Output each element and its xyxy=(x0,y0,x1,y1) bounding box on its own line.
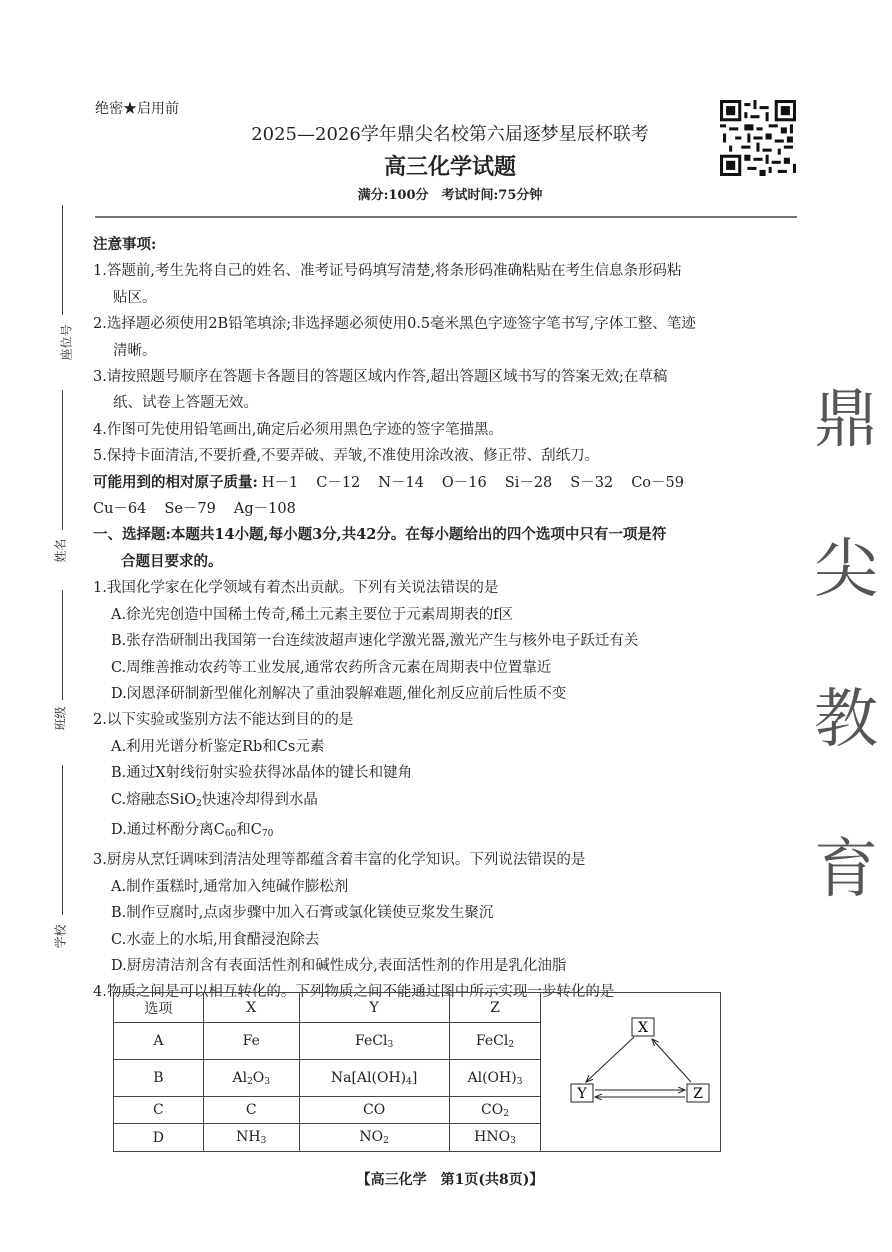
notice-item: 1.答题前,考生先将自己的姓名、准考证号码填写清楚,将条形码准确粘贴在考生信息条形码粘 xyxy=(93,263,682,280)
school-label: 学校 xyxy=(53,924,68,949)
option-d: D.闵恩泽研制新型催化剂解决了重油裂解难题,催化剂反应前后性质不变 xyxy=(111,685,567,702)
class-label: 班级 xyxy=(53,706,68,731)
option-c: C.水壶上的水垢,用食醋浸泡除去 xyxy=(111,931,320,948)
notice-item: 2.选择题必须使用2B铅笔填涂;非选择题必须使用0.5毫米黑色字迹签字笔书写,字体工整、笔迹 xyxy=(93,316,696,333)
binding-line xyxy=(62,205,63,315)
arrow-x-to-y xyxy=(586,1037,634,1082)
section-title: 一、选择题:本题共14小题,每小题3分,共42分。在每小题给出的四个选项中只有一项是符 xyxy=(93,526,667,544)
table-cell: $Al_2O_3$ xyxy=(203,1060,299,1097)
binding-line xyxy=(62,765,63,915)
option-c: C.周维善推动农药等工业发展,通常农药所含元素在周期表中位置靠近 xyxy=(111,659,552,676)
qr-code-icon xyxy=(720,100,796,176)
atomic-mass: Ag－108 xyxy=(233,501,296,518)
watermark-char: 鼎 xyxy=(814,383,878,457)
atomic-mass: Cu－64 xyxy=(93,501,147,518)
atomic-mass: Si－28 xyxy=(504,474,553,491)
name-label: 姓名 xyxy=(53,538,68,563)
subject-title: 高三化学试题 xyxy=(383,154,516,180)
binding-line xyxy=(62,390,63,530)
watermark-char: 育 xyxy=(814,833,878,907)
table-cell: $Al(OH)_3$ xyxy=(449,1060,541,1097)
option-a: A.徐光宪创造中国稀土传奇,稀土元素主要位于元素周期表的f区 xyxy=(111,606,514,623)
secret-label: 绝密★启用前 xyxy=(95,101,179,117)
notice-item: 贴区。 xyxy=(113,289,157,306)
node-y-label: Y xyxy=(577,1086,587,1102)
option-b: B.制作豆腐时,点卤步骤中加入石膏或氯化镁使豆浆发生聚沉 xyxy=(111,905,494,922)
table-cell: $NO_2$ xyxy=(299,1124,449,1152)
xyz-conversion-diagram xyxy=(541,993,721,1151)
page-footer: 【高三化学 第1页(共8页)】 xyxy=(356,1172,544,1188)
table-cell: FeCl$_3$ xyxy=(299,1023,449,1060)
notice-item: 3.请按照题号顺序在答题卡各题目的答题区域内作答,超出答题区域书写的答案无效;在草稿 xyxy=(93,369,668,386)
exam-content xyxy=(93,232,805,1006)
option-c: C.熔融态SiO$_2$快速冷却得到水晶 xyxy=(111,791,318,809)
option-d: D.厨房清洁剂含有表面活性剂和碱性成分,表面活性剂的作用是乳化油脂 xyxy=(111,957,567,974)
table-header: X xyxy=(203,993,299,1023)
table-header: Z xyxy=(449,993,541,1023)
table-header: 选项 xyxy=(114,993,204,1023)
table-cell: $HNO_3$ xyxy=(449,1124,541,1152)
node-z-label: Z xyxy=(693,1086,703,1102)
question-stem: 3.厨房从烹饪调味到清洁处理等都蕴含着丰富的化学知识。下列说法错误的是 xyxy=(93,852,586,869)
binding-line xyxy=(62,590,63,700)
node-x-label: X xyxy=(638,1020,648,1036)
table-cell: $Na[Al(OH)_4]$ xyxy=(299,1060,449,1097)
atomic-mass: Se－79 xyxy=(164,501,216,518)
section-title: 合题目要求的。 xyxy=(121,552,223,570)
watermark-char: 教 xyxy=(814,683,878,757)
atomic-mass-line xyxy=(93,496,805,522)
table-cell: C xyxy=(114,1097,204,1124)
table-cell: CO xyxy=(299,1097,449,1124)
table-cell: A xyxy=(114,1023,204,1060)
arrow-z-to-x xyxy=(652,1039,691,1082)
header-divider xyxy=(95,216,797,218)
atomic-mass-label: 可能用到的相对原子质量: xyxy=(93,473,258,491)
option-b: B.通过X射线衍射实验获得冰晶体的键长和键角 xyxy=(111,765,413,782)
table-cell: $CO_2$ xyxy=(449,1097,541,1124)
score-time: 满分:100分 考试时间:75分钟 xyxy=(357,188,543,203)
exam-title: 2025—2026学年鼎尖名校第六届逐梦星辰杯联考 xyxy=(251,124,649,145)
table-cell: $NH_3$ xyxy=(203,1124,299,1152)
option-a: A.制作蛋糕时,通常加入纯碱作膨松剂 xyxy=(111,878,349,895)
notice-heading: 注意事项: xyxy=(93,236,157,253)
atomic-mass-line xyxy=(93,470,805,496)
atomic-mass: N－14 xyxy=(378,474,424,491)
option-a: A.利用光谱分析鉴定Rb和Cs元素 xyxy=(111,738,325,755)
watermark-char: 尖 xyxy=(814,533,878,607)
atomic-mass: O－16 xyxy=(441,474,487,491)
atomic-mass: Co－59 xyxy=(631,474,684,491)
table-header: Y xyxy=(299,993,449,1023)
atomic-mass: H－1 xyxy=(261,474,299,491)
notice-item: 清晰。 xyxy=(113,342,157,359)
notice-item: 纸、试卷上答题无效。 xyxy=(113,395,258,412)
notice-item: 5.保持卡面清洁,不要折叠,不要弄破、弄皱,不准使用涂改液、修正带、刮纸刀。 xyxy=(93,448,600,465)
table-cell: D xyxy=(114,1124,204,1152)
table-cell: FeCl$_2$ xyxy=(449,1023,541,1060)
question-stem: 2.以下实验或鉴别方法不能达到目的的是 xyxy=(93,712,354,729)
atomic-mass: C－12 xyxy=(316,474,361,491)
option-b: B.张存浩研制出我国第一台连续波超声速化学激光器,激光产生与核外电子跃迁有关 xyxy=(111,633,639,650)
table-cell: C xyxy=(203,1097,299,1124)
notice-item: 4.作图可先使用铅笔画出,确定后必须用黑色字迹的签字笔描黑。 xyxy=(93,421,503,438)
table-cell: B xyxy=(114,1060,204,1097)
question-stem: 1.我国化学家在化学领域有着杰出贡献。下列有关说法错误的是 xyxy=(93,580,499,597)
atomic-mass: S－32 xyxy=(570,474,614,491)
option-d: D.通过杯酚分离$C_{60}$和$C_{70}$ xyxy=(111,821,274,839)
table-cell: Fe xyxy=(203,1023,299,1060)
seat-label: 座位号 xyxy=(59,324,74,361)
question-stem: 4.物质之间是可以相互转化的。下列物质之间不能通过图中所示实现一步转化的是 xyxy=(93,984,615,1001)
